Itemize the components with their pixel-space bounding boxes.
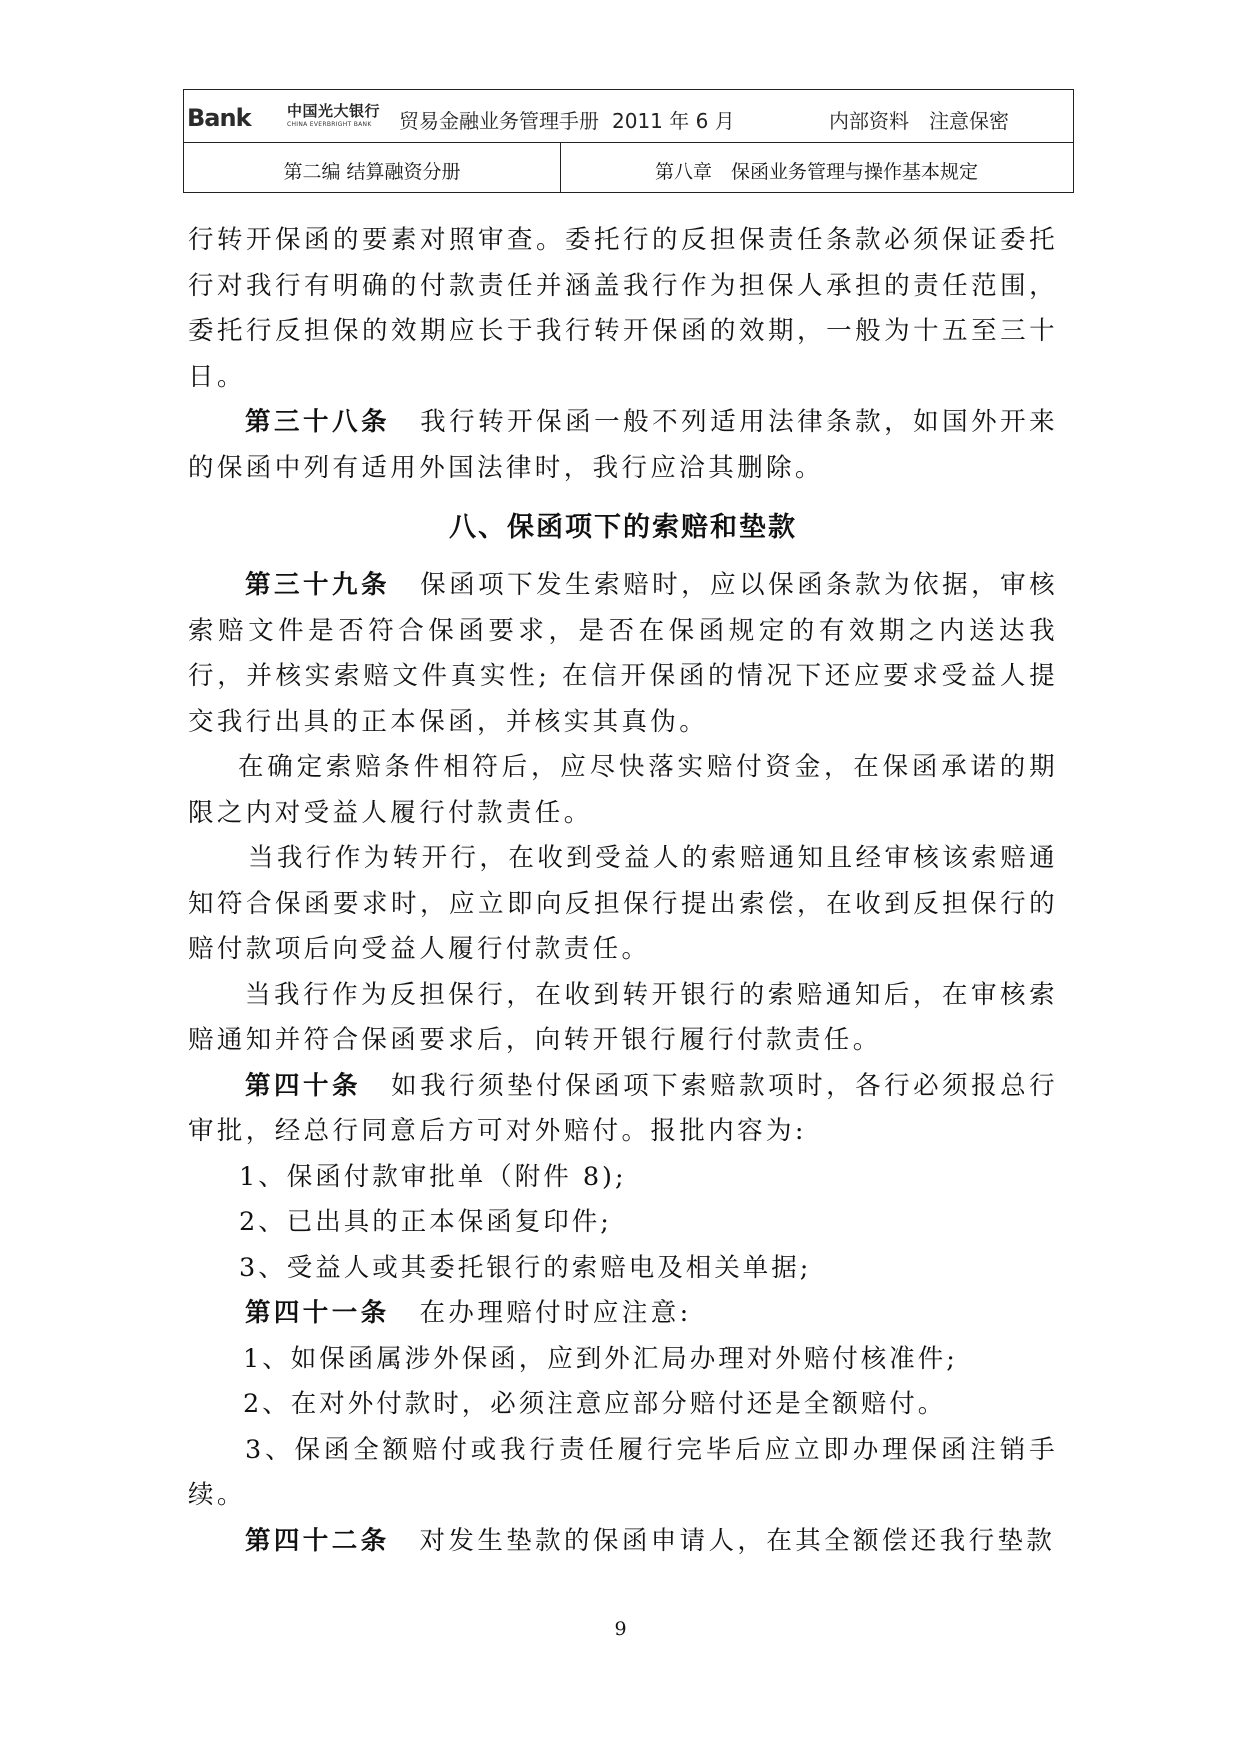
article-39-text: 保函项下发生索赔时，应以保函条款为依据，审核索赔文件是否符合保函要求，是否在保函规定的有效期之内送达我行，并核实索赔文件真实性; 在信开保函的情况下还应要求受益人提交我行出具的正本保函，并核实其真伪。 (188, 570, 1058, 737)
article-41 (188, 1291, 1058, 1337)
paragraph-transfer-bank: 当我行作为转开行，在收到受益人的索赔通知且经审核该索赔通知符合保函要求时，应立即向反担保行提出索偿，在收到反担保行的赔付款项后向受益人履行付款责任。 (188, 843, 1058, 964)
paragraph-continued: 行转开保函的要素对照审查。委托行的反担保责任条款必须保证委托行对我行有明确的付款责任并涵盖我行作为担保人承担的责任范围，委托行反担保的效期应长于我行转开保函的效期，一般为十五至三十日。 (188, 225, 1058, 392)
list-item: 1、如保函属涉外保函，应到外汇局办理对外赔付核准件; (243, 1343, 958, 1374)
logo-bank-text: Bank (187, 104, 251, 132)
header-row-top (184, 90, 1073, 143)
document-body (188, 218, 1058, 1564)
header-row-bottom (184, 143, 1073, 192)
article-42 (188, 1519, 1058, 1565)
article-40-label: 第四十条 (245, 1070, 361, 1101)
article-42-text: 对发生垫款的保函申请人，在其全额偿还我行垫款 (419, 1525, 1056, 1556)
manual-title: 贸易金融业务管理手册 (399, 109, 599, 133)
section-8-title: 八、保函项下的索赔和垫款 (449, 512, 797, 543)
article-38 (188, 400, 1058, 491)
article-41-label: 第四十一条 (245, 1298, 390, 1328)
bank-logo (184, 98, 399, 138)
page-header (183, 89, 1074, 193)
paragraph-counter-guarantor: 当我行作为反担保行，在收到转开银行的索赔通知后，在审核索赔通知并符合保函要求后，向转开银行履行付款责任。 (188, 979, 1058, 1055)
article-38-text: 我行转开保函一般不列适用法律条款，如国外开来的保函中列有适用外国法律时，我行应洽其删除。 (188, 407, 1058, 483)
article-40-text: 如我行须垫付保函项下索赔款项时，各行必须报总行审批，经总行同意后方可对外赔付。报批内容为: (188, 1070, 1058, 1146)
article-42-label: 第四十二条 (245, 1525, 390, 1556)
list-item: 1、保函付款审批单（附件 8); (239, 1161, 627, 1192)
paragraph-confirm-claim: 在确定索赔条件相符后，应尽快落实赔付资金，在保函承诺的期限之内对受益人履行付款责任。 (188, 752, 1058, 828)
article-38-label: 第三十八条 (245, 407, 390, 437)
list-item: 2、在对外付款时，必须注意应部分赔付还是全额赔付。 (243, 1389, 947, 1419)
article-41-text: 在办理赔付时应注意: (419, 1298, 692, 1328)
article-39 (188, 563, 1058, 745)
confidential-label: 内部资料 注意保密 (829, 109, 1009, 133)
header-date: 2011 年 6 月 (612, 109, 735, 133)
list-item: 3、保函全额赔付或我行责任履行完毕后应立即办理保函注销手续。 (188, 1434, 1058, 1510)
logo-bank-name-en: CHINA EVERBRIGHT BANK (287, 121, 372, 128)
article-40 (188, 1064, 1058, 1155)
list-item: 3、受益人或其委托银行的索赔电及相关单据; (239, 1252, 812, 1283)
header-chapter: 第八章 保函业务管理与操作基本规定 (654, 161, 978, 183)
article-39-label: 第三十九条 (245, 570, 390, 600)
page-number: 9 (614, 1618, 627, 1640)
logo-bank-name-cn: 中国光大银行 (287, 102, 381, 120)
list-item: 2、已出具的正本保函复印件; (239, 1207, 612, 1237)
header-part: 第二编 结算融资分册 (283, 161, 461, 183)
